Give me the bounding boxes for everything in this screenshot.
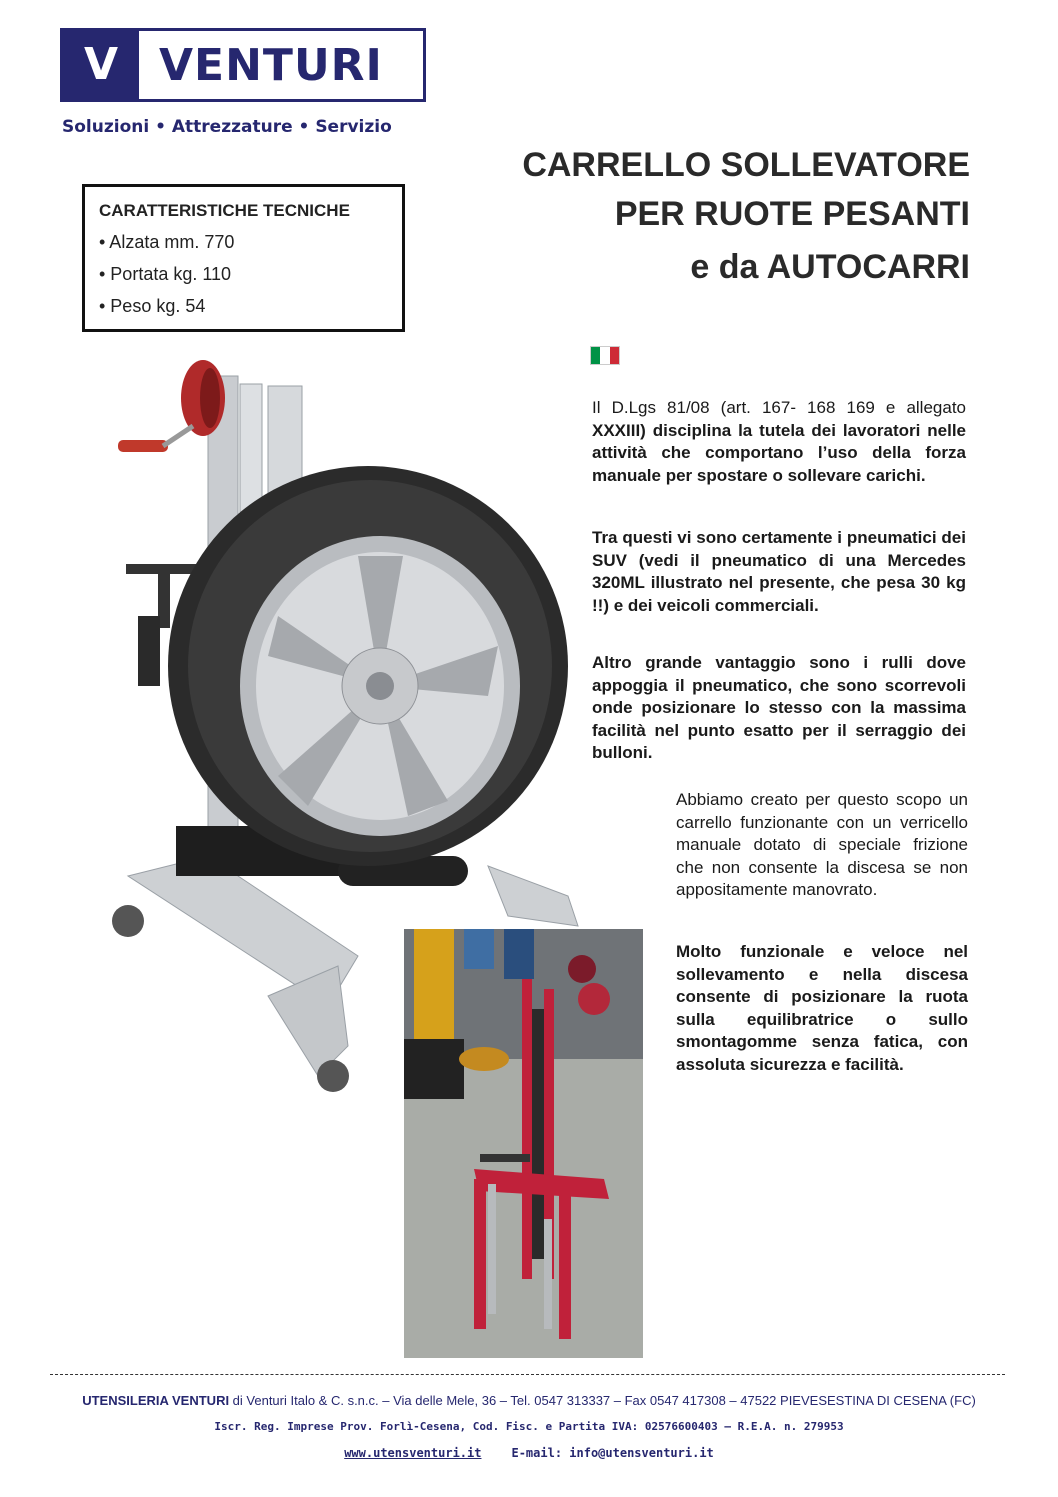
paragraph-winch: Abbiamo creato per questo scopo un carrello funzionante con un verricello manuale dotato di speciale frizione che non consente la discesa se non appositamente manovrato. <box>676 790 968 899</box>
website-link[interactable]: www.utensventuri.it <box>344 1446 482 1460</box>
spec-item: • Alzata mm. 770 <box>99 232 235 252</box>
title-line-2: PER RUOTE PESANTI <box>614 195 970 233</box>
specs-heading: CARATTERISTICHE TECNICHE <box>99 201 350 220</box>
footer-company-line <box>0 1393 1058 1408</box>
company-logo <box>60 28 426 102</box>
paragraph-regulation-rest: XXXIII) disciplina la tutela dei lavoratori nelle attività che comportano l’uso della forza manuale per spostare o sollevare carichi. <box>592 420 966 485</box>
email-text: E-mail: info@utensventuri.it <box>511 1446 714 1460</box>
footer-address: di Venturi Italo & C. s.n.c. – Via delle Mele, 36 – Tel. 0547 313337 – Fax 0547 417308 – 47522 PIEVESESTINA DI CESENA (FC) <box>229 1393 976 1408</box>
specs-box <box>82 184 405 332</box>
italian-flag-icon <box>590 346 620 365</box>
tagline: Soluzioni • Attrezzature • Servizio <box>62 117 392 137</box>
title-line-1: CARRELLO SOLLEVATORE <box>522 146 970 184</box>
logo-wordmark: VENTURI <box>159 40 383 91</box>
spec-item: • Portata kg. 110 <box>99 264 232 284</box>
paragraph-regulation-line1: Il D.Lgs 81/08 (art. 167- 168 169 e allegato <box>592 398 966 417</box>
footer-registration: Iscr. Reg. Imprese Prov. Forlì-Cesena, Cod. Fisc. e Partita IVA: 02576600403 – R.E.A. n. 279953 <box>214 1420 844 1433</box>
paragraph-rollers: Altro grande vantaggio sono i rulli dove appoggia il pneumatico, che sono scorrevoli onde posizionare lo stesso con la massima facilità nel punto esatto per il serraggio dei bulloni. <box>592 653 966 762</box>
logo-letter: V <box>63 31 139 99</box>
paragraph-regulation <box>592 397 966 487</box>
paragraph-suv: Tra questi vi sono certamente i pneumatici dei SUV (vedi il pneumatico di una Mercedes 320ML illustrato nel presente, che pesa 30 kg !!) e dei veicoli commerciali. <box>592 528 966 615</box>
product-photo-red-trolley <box>404 929 643 1358</box>
paragraph-functional: Molto funzionale e veloce nel sollevamento e nella discesa consente di posizionare la ruota sulla equilibratrice o sullo smontagomme senza fatica, con assoluta sicurezza e facilità. <box>676 942 968 1074</box>
footer-company-name: UTENSILERIA VENTURI <box>82 1393 230 1408</box>
spec-item: • Peso kg. 54 <box>99 296 206 316</box>
title-line-3: e da AUTOCARRI <box>690 248 970 286</box>
footer-contacts <box>0 1446 1058 1460</box>
footer-divider <box>50 1374 1005 1375</box>
